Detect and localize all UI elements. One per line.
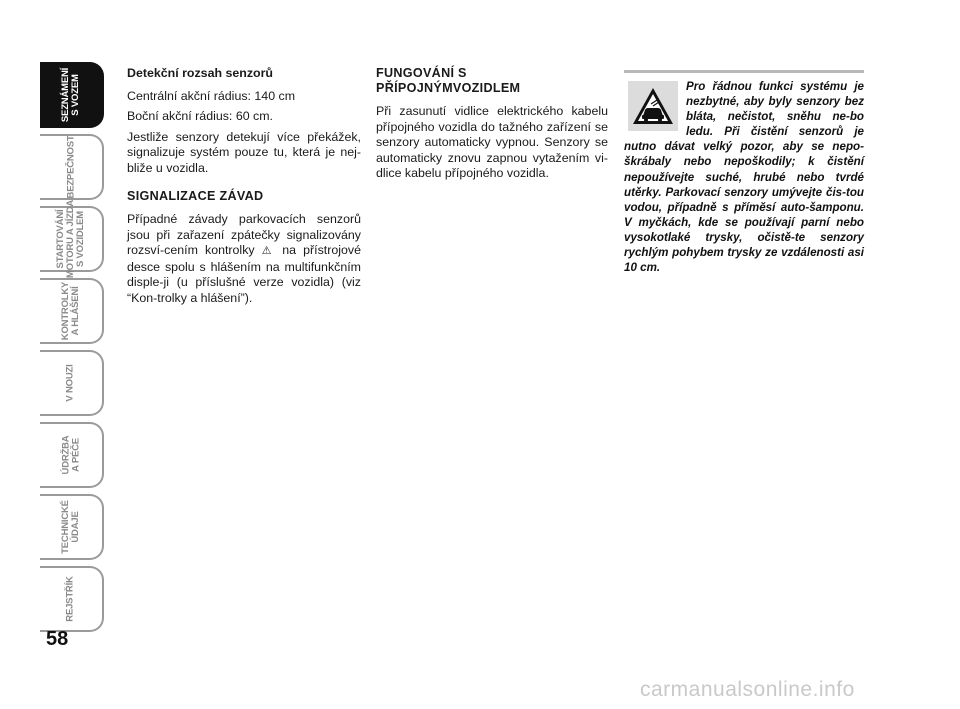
section-subheading: Detekční rozsah senzorů [127,66,273,80]
page-number: 58 [46,628,69,650]
paragraph: Boční akční rádius: 60 cm. [127,109,274,123]
car-warning-triangle-icon [628,81,678,131]
tab-seznameni-s-vozem[interactable] [40,62,104,128]
tab-label: REJSTŘÍK [64,576,76,622]
warning-lamp-icon: ⚠ [261,245,276,257]
watermark: carmanualsonline.info [640,678,855,701]
tab-udrzba-a-pece[interactable] [40,422,104,488]
tab-technicke-udaje[interactable] [40,494,104,560]
tab-startovani-motoru[interactable] [40,199,104,279]
paragraph-text: Případné závady parkovacích senzorů jsou při zařazení zpátečky signalizovány rozsví-cením kontrolky [127,212,361,257]
section-heading: FUNGOVÁNÍ S PŘÍPOJNÝMVOZIDLEM [376,66,521,95]
column-1 [127,66,361,311]
paragraph: Při zasunutí vidlice elektrického kabelu přípojného vozidla do tažného zařízení se senzory automaticky vypnou. Senzory se automaticky znovu zapnou vytažením vi-dlice kabelu přípojného vozidla. [376,104,608,180]
section-heading: SIGNALIZACE ZÁVAD [127,189,264,203]
tab-v-nouzi[interactable] [40,350,104,416]
tab-rejstrik[interactable] [40,566,104,632]
tab-kontrolky-a-hlaseni[interactable] [40,278,104,344]
tab-label: KONTROLKY A HLÁŠENÍ [60,281,81,341]
paragraph: Jestliže senzory detekují více překážek, signalizuje systém pouze tu, která je nej-bliže u vozidla. [127,129,361,175]
tab-label: BEZPEČNOST [65,135,76,199]
tab-label: V NOUZI [64,364,76,402]
tab-label: ÚDRŽBA A PÉČE [60,435,81,475]
warning-text: Pro řádnou funkci systému je nezbytné, aby byly senzory bez bláta, nečistot, sněhu ne-bo ledu. Při čistění senzorů je nutno dávat velký pozor, aby se nepo-škrábaly nebo nepoškodily; k čistění nepoužívejte suché, hrubé nebo tvrdé utěrky. Parkovací senzory umývejte čis-tou vodou, případně s přímĕsí auto-šamponu. V myčkách, kde se používají parní nebo vysokotlaké trysky, očistě-te senzory rychlým pohybem trysky ze vzdálenosti asi 10 cm. [624,80,864,275]
tab-label: SEZNÁMENÍ S VOZEM [60,67,81,123]
tab-label: STARTOVÁNÍ MOTORU A JÍZDA S VOZIDLEM [55,199,87,279]
tab-bezpecnost[interactable] [40,134,104,200]
tab-label: TECHNICKÉ ÚDAJE [60,500,81,554]
column-2 [376,66,608,187]
paragraph [127,212,361,306]
paragraph-text: na přístrojové desce spolu s hlášením na multifunkčním disple-ji (u příslušné verze vozidla) (viz “Kon-trolky a hlášení”). [127,243,361,305]
warning-box [624,70,864,275]
paragraph: Centrální akční rádius: 140 cm [127,88,296,103]
